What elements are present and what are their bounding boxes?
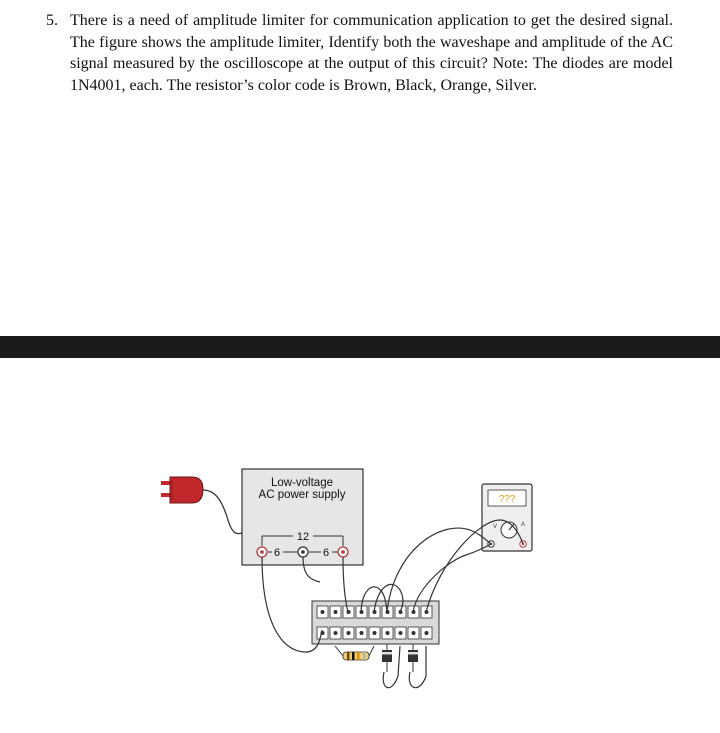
multimeter bbox=[482, 484, 532, 551]
svg-text:V: V bbox=[493, 524, 498, 530]
power-plug-icon bbox=[161, 477, 203, 503]
svg-text:A: A bbox=[521, 522, 526, 528]
right-voltage-label: 6 bbox=[322, 547, 330, 559]
question-number: 5. bbox=[46, 12, 58, 29]
ac-power-supply bbox=[242, 469, 363, 565]
diode-1 bbox=[382, 644, 400, 688]
left-voltage-label: 6 bbox=[273, 547, 281, 559]
terminal-strip bbox=[312, 601, 439, 644]
supply-label-line2: AC power supply bbox=[258, 489, 346, 501]
meter-display: ??? bbox=[498, 494, 516, 505]
diode-2 bbox=[408, 644, 426, 688]
supply-label-line1: Low-voltage bbox=[270, 477, 334, 489]
question-text: There is a need of amplitude limiter for communication application to get the desired signal. The figure shows the amplitude limiter, Identify both the waveshape and amplitude of the AC signal measured by the oscilloscope at the output of this circuit? Note: The diodes are model 1N4001, each. The resistor’s color code is Brown, Black, Orange, Silver. bbox=[70, 12, 673, 94]
resistor bbox=[335, 646, 374, 660]
center-voltage-label: 12 bbox=[296, 531, 310, 543]
power-cord bbox=[203, 490, 242, 534]
